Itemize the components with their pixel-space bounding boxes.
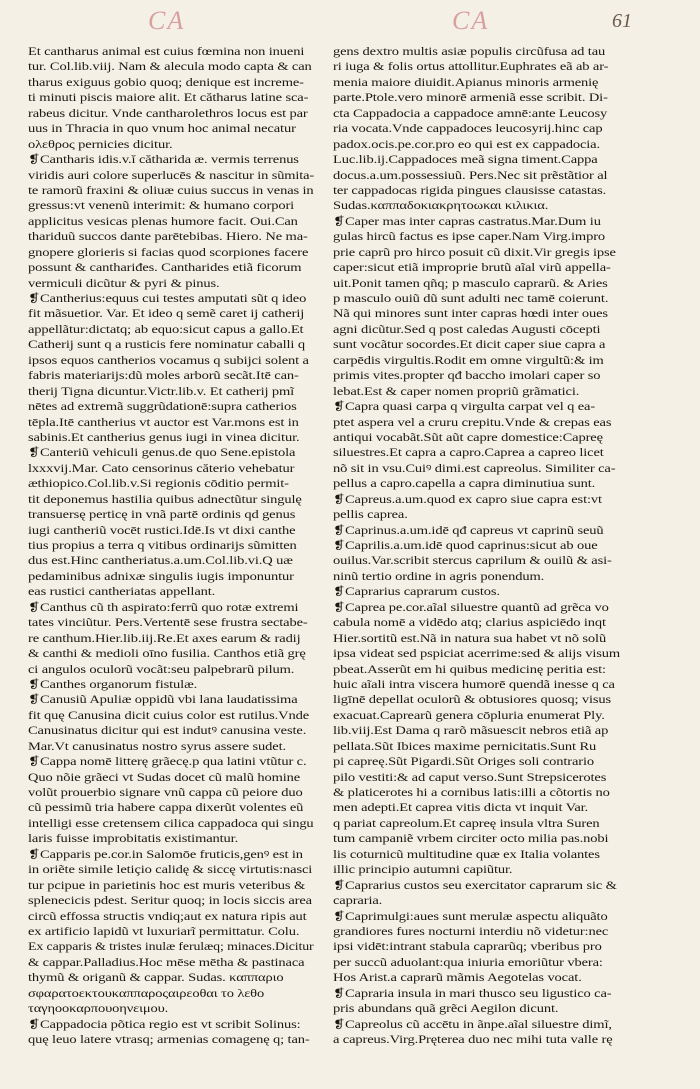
text-line: applicitus vesicas plenas humore facit. Oui.Can xyxy=(28,214,298,228)
text-line: tates vinciũtur. Pers.Vertentē sese frustra sectabe- xyxy=(28,616,308,630)
text-line: possunt & canthariđes. Cantharides etiã ficorum xyxy=(28,261,302,275)
text-line: volũt prouerbio signare vnũ cappa cũ peiore duo xyxy=(28,786,303,799)
text-line: ipsi vidēt:intrant stabula caprarũq; vberibus pro xyxy=(333,940,602,954)
text-line: ❡Caprarius custos seu exercitator caprarum sic & xyxy=(333,878,617,892)
text-line: Hier.sortitũ est.Nã in natura sua habet vt nõ solũ xyxy=(333,631,607,645)
text-line: prie caprũ pro hirco posuit cũ dixit.Vir gregis ipse xyxy=(333,245,616,259)
text-line: ex artificio lapidũ vt luxuriarĩ permittatur. Colu. xyxy=(28,924,300,938)
text-line: nētes ad extremã suggrũdationē:supra catherios xyxy=(28,400,297,414)
text-line: ταγηοοκαρπουοηνειμου. xyxy=(28,1002,169,1016)
text-line: gulas hircũ factus es ipse caper.Nam Virg.impro xyxy=(333,230,606,244)
text-line: tur. Col.lib.viij. Nam & alecula modo capta & can xyxy=(28,60,312,74)
text-line: viridis auri colore superlucēs & nascitur in sũmita- xyxy=(28,168,314,182)
text-line: pilo vestiti:& ad caput verso.Sunt Strepsicerotes xyxy=(333,770,607,784)
text-line: padox.ocis.pe.cor.pro eo qui est ex cappadocia. xyxy=(333,137,600,151)
text-line: pellus a capro.capella a capra diminutiua sunt. xyxy=(333,477,596,491)
text-line: menia maiore diuidit.Apianus minoris armenię xyxy=(333,75,599,89)
text-line: carpēdis virgultis.Rodit em omne virgultũ:& im xyxy=(333,353,604,367)
text-line: sabinis.Et cantherius genus iugi in vinea dicitur. xyxy=(28,430,300,444)
text-line: & canthi & medioli oīno fusilia. Canthos etiã grę xyxy=(28,647,306,661)
text-line: pbeat.Asserũt em hi quibus medicinę peritia est: xyxy=(333,662,606,676)
text-line: uus in Thracia in quo vnum hoc animal necatur xyxy=(28,122,296,136)
text-line: ❡Capraria insula in mari thusco seu ligustico ca- xyxy=(333,986,612,1000)
text-line: transuersę perticę in vnã partē ordinis qd genus xyxy=(28,508,296,522)
text-line: pedaminibus adnixæ singulis iugis imponuntur xyxy=(28,569,294,583)
text-column-right xyxy=(333,44,623,1047)
text-line: huic aĩali intra viscera humorē quendã inesse q ca xyxy=(333,677,615,691)
text-line: ❡Canusiũ Apuliæ oppidũ vbi lana laudatissima xyxy=(28,693,298,707)
text-line: eas rustici cantheriatas appellant. xyxy=(28,585,216,599)
text-line: ter cappadocas rigida pingues clausisse catastas. xyxy=(333,183,607,197)
text-line: pellis caprea. xyxy=(333,508,408,522)
text-line: pellata.Sũt Ibices maxime pernicitatis.Sunt Ru xyxy=(333,739,597,753)
text-line: nõ sit in vsu.Cuiꝰ dimi.est capreolus. Similiter ca- xyxy=(333,461,616,475)
text-line: gressus:vt venenũ interimit: & humano corpori xyxy=(28,199,295,213)
text-line: ❡Caprimulgi:aues sunt merulæ aspectu aliquãto xyxy=(333,909,608,923)
text-line: ❡Caprinus.a.um.idē qđ capreus vt caprinũ seuũ xyxy=(333,523,604,537)
text-line: tur pcipue in parietinis hoc est muris veteribus & xyxy=(28,878,306,892)
text-line: antiqui vocabãt.Sũt aũt capre domestice:Capreę xyxy=(333,430,603,444)
text-line: σφαρατοεκτουκαππαροςαιρεοθαι το λεθο xyxy=(28,986,265,1000)
text-line: ❡Capreolus cũ accētu in ãnpe.aĩal siluestre dimĩ, xyxy=(333,1017,612,1031)
text-column-left xyxy=(28,44,314,1047)
text-line: fit quę Canusina dicit cuius color est rutilus.Vnde xyxy=(28,708,310,722)
text-line: thymũ & origanũ & cappar. Sudas. καππαριο xyxy=(28,971,284,985)
text-line: cabula nomē a vidēdo atq; clarius aspiciēdo inqt xyxy=(333,616,606,630)
text-line: grandiores fures nocturni interdiu nõ videtur:nec xyxy=(333,924,609,938)
text-line: exacuat.Caprearũ genera cōpluria enumerat Ply. xyxy=(333,708,605,722)
text-line: splenecicis pdest. Seritur quoq; in locis siccis area xyxy=(28,894,312,908)
text-line: uit.Ponit tamen qñq; p masculo caprarũ. & Aries xyxy=(333,276,608,290)
text-line: tum campaniẽ vrbem circiter octo milia pas.nobi xyxy=(333,832,609,846)
text-line: ολεθρος pernicies dicitur. xyxy=(28,137,173,151)
text-line: agni dicũtur.Sed q post caledas Augusti cōcepti xyxy=(333,322,601,336)
text-line: fabris materiarijs:dũ moles arborũ secãt.Itē can- xyxy=(28,369,299,383)
text-line: ipsa videat sed pspiciat acerrime:sed & alijs visum xyxy=(333,647,621,661)
running-head-right: CA xyxy=(452,6,490,35)
text-line: pris abundans quã grẽci Aegilon dicunt. xyxy=(333,1002,559,1016)
text-line: ria vocata.Vnde cappadoces leucosyrij.hinc cap xyxy=(333,122,603,136)
text-line: therij Tigna dicuntur.Victr.lib.v. Et catherij pmĩ xyxy=(28,384,295,398)
text-line: a capreus.Virg.Pręterea duo nec mihi tuta valle rę xyxy=(333,1033,613,1046)
text-line: gnopere glorieris si facias quod scorpiones facere xyxy=(28,245,309,259)
text-line: æthiopico.Col.lib.v.Si regionis cōditio permit- xyxy=(28,477,289,491)
text-line: ci angulos oculorũ vocãt:seu palpebrarũ pilum. xyxy=(28,662,295,676)
text-line: gens dextro multis asiæ populis circũfusa ad tau xyxy=(333,45,606,58)
text-line: ❡Caprarius caprarum custos. xyxy=(333,585,500,599)
text-line: vermiculi dicũtur & pyri & pinus. xyxy=(28,276,220,290)
text-line: tēpla.Itē cantherius vt auctor est Var.mons est in xyxy=(28,415,299,429)
text-line: pi capreę.Sũt Pigardi.Sũt Origes soli contrario xyxy=(333,755,594,769)
text-line: in oriẽte simile letiçio calidę & siccę virtutis:nasci xyxy=(28,863,313,877)
folio-number: 61 xyxy=(612,10,632,32)
text-line: illic principio autumni capiũtur. xyxy=(333,863,513,877)
text-line: rabeus dicitur. Vnde cantharolethros locus est par xyxy=(28,106,308,120)
text-line: Sudas.καππαδοκιακρητοωκαι κιλικια. xyxy=(333,199,549,213)
text-line: ❡Canthus cũ th aspirato:ferrũ quo rotæ extremi xyxy=(28,600,299,614)
text-line: men adepti.Et caprea vitis dicta vt inquit Var. xyxy=(333,801,589,815)
text-line: ri iuga & folis ortus attollitur.Euphrates eã ab ar- xyxy=(333,60,609,74)
text-line: ❡Cantharis idis.v.ĭ cătharida æ. vermis terrenus xyxy=(28,153,299,167)
text-line: fit mãsuetior. Var. Et ideo q semẽ caret ij catherij xyxy=(28,307,305,321)
running-head-left: CA xyxy=(148,6,186,35)
text-line: dus est.Hinc cantheriatus.a.um.Col.lib.vi.Q uæ xyxy=(28,554,293,568)
text-line: Canusinatus dicitur qui est indutꝰ canusina veste. xyxy=(28,724,307,738)
text-line: ptet aspera vel a cruru crepitu.Vnde & crepas eas xyxy=(333,415,612,429)
text-line: intelligi esse cretensem cilica cappadoca qui singu xyxy=(28,816,314,830)
text-line: ❡Cappa nomē litterę grãecę.p qua latini vtũtur c. xyxy=(28,755,307,769)
text-line: lxxxvij.Mar. Cato censorinus căterio vehebatur xyxy=(28,461,295,475)
text-line: tius propius a terra q vitibus ordinarijs sũmitten xyxy=(28,539,297,552)
text-line: laris fuisse improbitatis existimantur. xyxy=(28,832,239,846)
text-line: Quo nõie grãeci vt Sudas docet cũ malũ homine xyxy=(28,770,301,784)
text-line: ❡Cappadocia põtica regio est vt scribit Solinus: xyxy=(28,1017,301,1031)
text-line: p masculo ouiũ dũ sunt adulti nec tamē coierunt. xyxy=(333,292,609,305)
text-line: caper:sicut etiã improprie brutũ aĩal virũ appella- xyxy=(333,261,611,275)
text-line: iugi cantheriũ vocēt rustici.Idē.Is vt dixi canthe xyxy=(28,523,296,537)
text-line: ❡Cantherius:equus cui testes amputati sũt q ideo xyxy=(28,292,307,305)
text-line: ti minuti piscis maiore alit. Et cătharus latine sca- xyxy=(28,91,309,105)
text-line: ❡Caper mas inter capras castratus.Mar.Dum iu xyxy=(333,214,601,228)
text-line: Catherij sunt q a rusticis fere nominatur caballi q xyxy=(28,338,305,352)
text-line: capraria. xyxy=(333,894,383,908)
text-line: ❡Canthes organorum fistulæ. xyxy=(28,677,198,691)
text-line: Nã qui minores sunt inter capras hœdi inter oues xyxy=(333,307,608,321)
text-line: Ex capparis & tristes inulæ ferulæq; minaces.Dicitur xyxy=(28,940,314,954)
text-line: lib.viij.Est Dama q rarõ mãsuescit nebros etiã ap xyxy=(333,724,609,738)
text-line: & platicerotes hi a cornibus latis:illi a cõtortis no xyxy=(333,786,610,799)
text-line: circũ effossa structis vndiq;aut ex natura ripis aut xyxy=(28,909,307,923)
text-line: Hos Arist.a caprarũ mãmis Aegotelas vocat. xyxy=(333,971,582,985)
text-line: siluestres.Et capra a capro.Caprea a capreo licet xyxy=(333,446,604,460)
text-line: ipsos equos cantherios vocamus q subijci solent a xyxy=(28,353,309,367)
text-line: tit deponemus hastilia quibus adnectũtur singulę xyxy=(28,492,302,506)
text-line: ❡Capra quasi carpa q virgulta carpat vel q ea- xyxy=(333,400,596,414)
text-line: lebat.Est & caper nomen propriũ grãmatici. xyxy=(333,384,580,398)
text-line: primis vites.propter qđ baccho imolari caper so xyxy=(333,369,601,383)
text-line: Et cantharus animal est cuius fœmina non inueni xyxy=(28,45,305,58)
text-line: ligīnē depellat oculorũ & obtusiores quosq; visus xyxy=(333,693,612,707)
text-line: sunt vocãtur socordes.Et dicit caper siue capra a xyxy=(333,338,606,352)
text-line: ❡Caprilis.a.um.idē quod caprinus:sicut ab oue xyxy=(333,539,598,552)
text-line: ❡Capreus.a.um.quod ex capro siue capra est:vt xyxy=(333,492,602,506)
text-line: q pariat capreolum.Et capreę insula vltra Suren xyxy=(333,816,600,830)
text-line: ❡Capparis pe.cor.in Salomōe fruticis,genꝰ est in xyxy=(28,847,303,861)
text-line: ouilus.Var.scribit stercus caprilum & ouilũ & asi- xyxy=(333,554,612,568)
text-line: cũ pessimũ tria habere cappa dixerũt volentes eũ xyxy=(28,801,304,815)
text-line: appellãtur:dictatq; ab equo:sicut capus a gallo.Et xyxy=(28,322,304,336)
text-line: ❡Caprea pe.cor.aĩal siluestre quantũ ad grẽca vo xyxy=(333,600,609,614)
text-line: lis coturnicũ multitudine quæ ex Italia volantes xyxy=(333,847,600,861)
text-line: thariduũ succos dante parētebibas. Hiero. Ne ma- xyxy=(28,230,308,244)
text-line: ❡Canteriũ vehiculi genus.de quo Sene.epistola xyxy=(28,446,296,460)
text-line: ninũ tertio ordine in agris ponendum. xyxy=(333,569,545,583)
text-line: te ramorũ fraxini & oliuæ cuius succus in venas in xyxy=(28,183,314,197)
text-line: parte.Ptole.vero minorē armeniã esse scribit. Di- xyxy=(333,91,608,105)
text-line: Mar.Vt canusinatus nostro syrus assere sudet. xyxy=(28,739,287,753)
text-line: Luc.lib.ij.Cappadoces meã signa timent.Cappa xyxy=(333,153,598,167)
text-line: quę leuo latere vtrasq; armenias comagenę q; tan- xyxy=(28,1033,310,1046)
text-line: re canthum.Hier.lib.iij.Re.Et axes earum & radij xyxy=(28,631,301,645)
text-line: per succũ aduolant:qua iniuria emoriũtur vbera: xyxy=(333,955,603,969)
text-line: tharus exiguus gobio quoq; denique est increme- xyxy=(28,75,304,89)
text-line: cta Cappadocia a cappadoce amnē:ante Leucosy xyxy=(333,106,608,120)
text-line: & cappar.Palladius.Hoc mēse mētha & pastinaca xyxy=(28,955,305,969)
text-line: docus.a.um.possessiuũ. Pers.Nec sit prẽstãtior al xyxy=(333,168,608,182)
